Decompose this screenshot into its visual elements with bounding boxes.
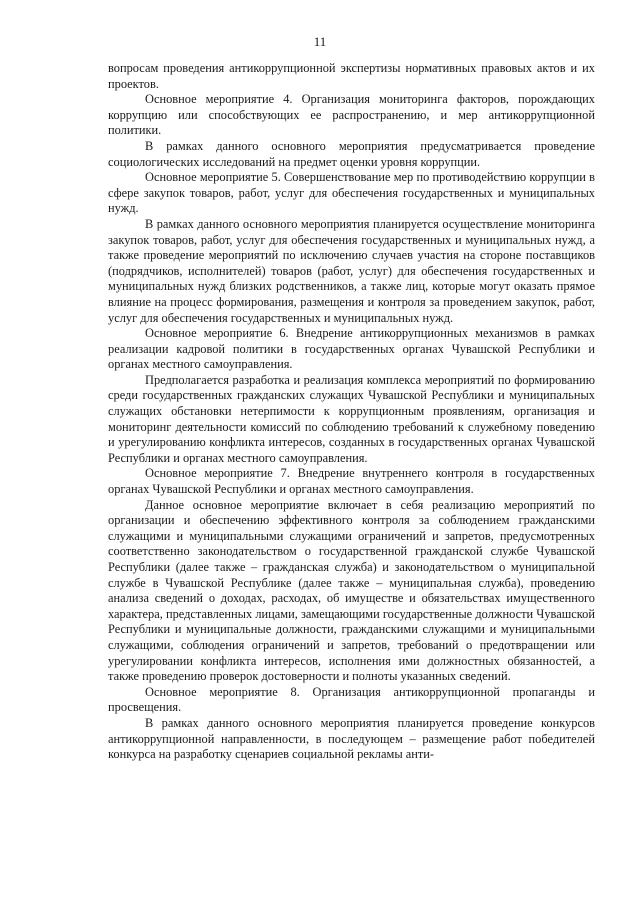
- paragraph-measure-7-body: Данное основное мероприятие включает в себя реализацию мероприятий по организации и обеспечению эффективного контроля за соблюдением гражданскими служащими и муниципальными служащими ограничений и запретов, предусмотренных соответственно законодательством о государственной гражданской службе Чувашской Республики (далее также – гражданская служба) и законодательством о муниципальной службе в Чувашской Республике (далее также – муниципальная служба), проведению анализа сведений о доходах, расходах, об имуществе и обязательствах имущественного характера, представленных лицами, замещающими государственные должности Чувашской Республики и муниципальные должности, гражданскими служащими и муниципальными служащими, соблюдения ограничений и запретов, требований о предотвращении или урегулировании конфликта интересов, исполнения ими должностных обязанностей, а также проведению проверок достоверности и полноты указанных сведений.: [108, 497, 595, 684]
- paragraph-measure-4-body: В рамках данного основного мероприятия предусматривается проведение социологических исследований на предмет оценки уровня коррупции.: [108, 138, 595, 169]
- paragraph-measure-5-body: В рамках данного основного мероприятия планируется осуществление мониторинга закупок товаров, работ, услуг для обеспечения государственных и муниципальных нужд, а также проведение мероприятий по исключению случаев участия на стороне поставщиков (подрядчиков, исполнителей) товаров (работ, услуг) для обеспечения государственных и муниципальных нужд близких родственников, а также лиц, которые могут оказать прямое влияние на процесс формирования, размещения и контроля за проведением закупок, работ, услуг для обеспечения государственных и муниципальных нужд.: [108, 216, 595, 325]
- paragraph-measure-8-title: Основное мероприятие 8. Организация антикоррупционной пропаганды и просвещения.: [108, 684, 595, 715]
- paragraph-measure-6-body: Предполагается разработка и реализация комплекса мероприятий по формированию среди государственных гражданских служащих Чувашской Республики и муниципальных служащих обстановки нетерпимости к коррупционным проявлениям, организация и мониторинг деятельности комиссий по соблюдению требований к служебному поведению и урегулированию конфликта интересов, созданных в государственных органах Чувашской Республики и органах местного самоуправления.: [108, 372, 595, 465]
- paragraph-measure-7-title: Основное мероприятие 7. Внедрение внутреннего контроля в государственных органах Чувашской Республики и органах местного самоуправления.: [108, 466, 595, 497]
- paragraph-measure-8-body: В рамках данного основного мероприятия планируется проведение конкурсов антикоррупционной направленности, в последующем – размещение работ победителей конкурса на разработку сценариев социальной рекламы анти-: [108, 715, 595, 762]
- paragraph-measure-5-title: Основное мероприятие 5. Совершенствование мер по противодействию коррупции в сфере закупок товаров, работ, услуг для обеспечения государственных и муниципальных нужд.: [108, 170, 595, 216]
- document-body: [108, 61, 595, 763]
- paragraph-measure-4-title: Основное мероприятие 4. Организация мониторинга факторов, порождающих коррупцию или способствующих ее распространению, и мер антикоррупционной политики.: [108, 92, 595, 138]
- page-number: 11: [313, 34, 327, 49]
- paragraph-measure-6-title: Основное мероприятие 6. Внедрение антикоррупционных механизмов в рамках реализации кадровой политики в государственных органах Чувашской Республики и органах местного самоуправления.: [108, 326, 595, 372]
- paragraph-continuation: вопросам проведения антикоррупционной экспертизы нормативных правовых актов и их проектов.: [108, 61, 595, 91]
